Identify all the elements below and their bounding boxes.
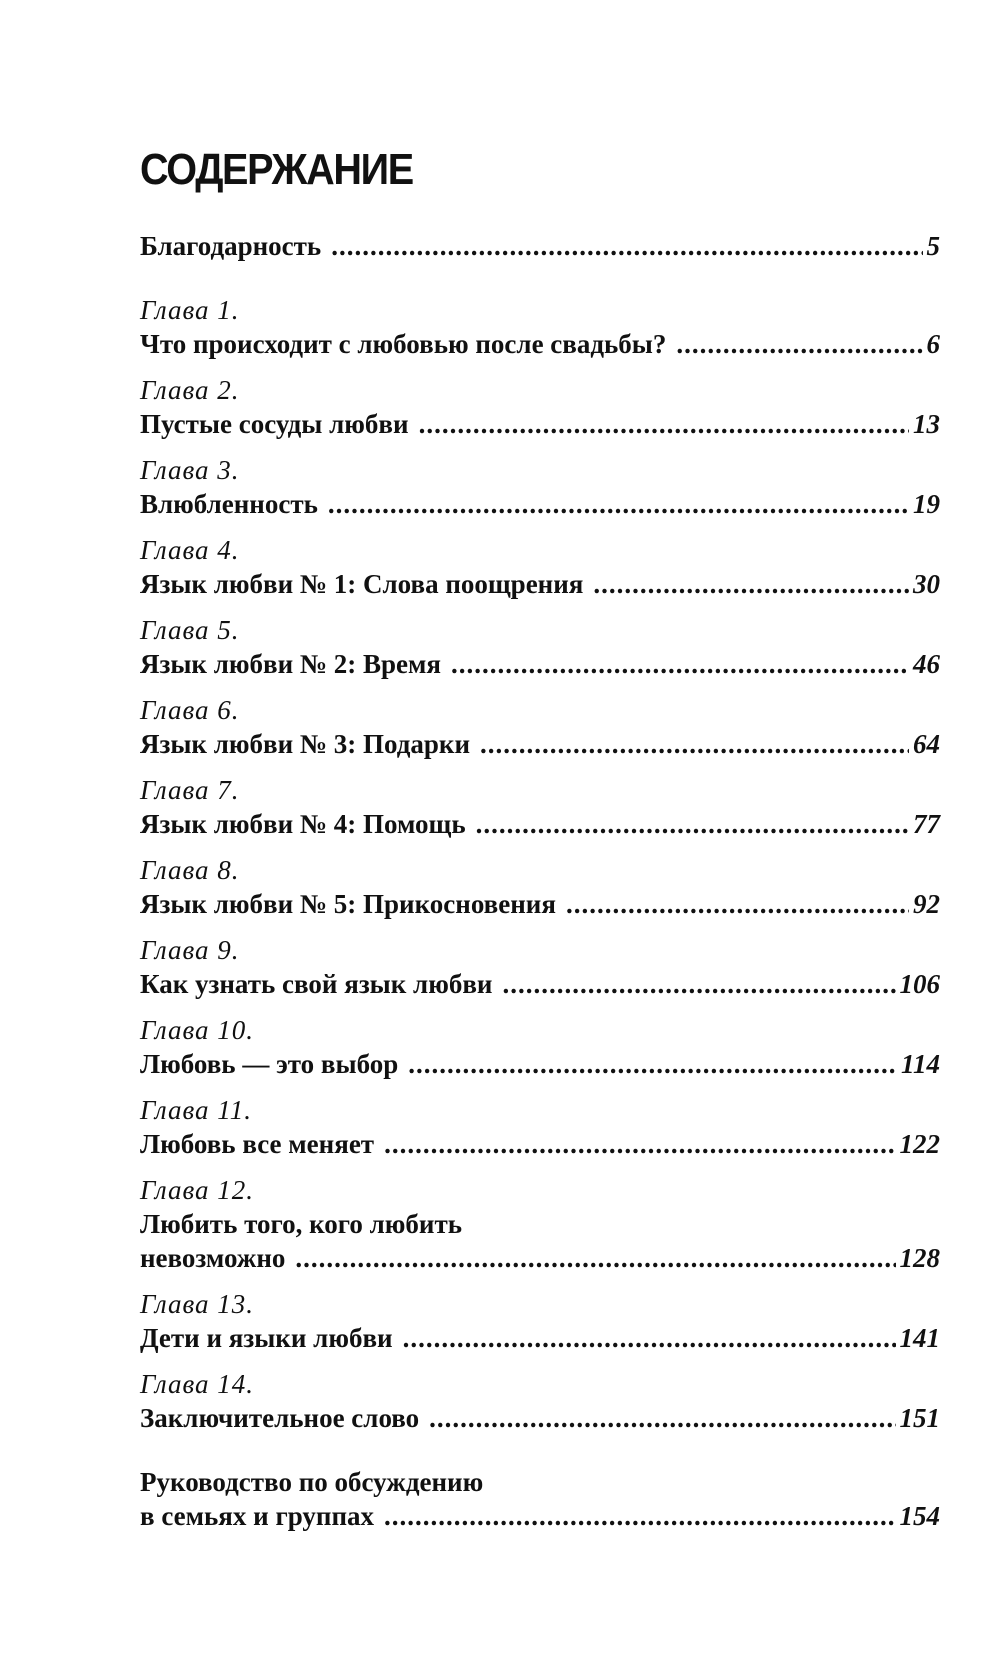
toc-row-chapter-10[interactable] bbox=[140, 1047, 940, 1081]
toc-row-chapter-3[interactable] bbox=[140, 487, 940, 521]
dot-leader bbox=[566, 887, 909, 921]
toc-page-number: 13 bbox=[913, 409, 940, 439]
dot-leader bbox=[451, 647, 909, 681]
toc-row-chapter-4[interactable] bbox=[140, 567, 940, 601]
dot-leader bbox=[403, 1321, 896, 1355]
toc-page-number: 46 bbox=[913, 649, 940, 679]
chapter-label: Глава 6. bbox=[140, 695, 240, 725]
chapter-label: Глава 9. bbox=[140, 935, 240, 965]
toc-entry-title: Благодарность bbox=[140, 231, 322, 261]
toc-entry-title-line1: Руководство по обсуждению bbox=[140, 1467, 484, 1497]
toc-page-number: 5 bbox=[926, 231, 940, 261]
toc-page-number: 77 bbox=[913, 809, 940, 839]
toc-row-chapter-7[interactable] bbox=[140, 807, 940, 841]
toc-row-acknowledgements[interactable] bbox=[140, 229, 940, 263]
toc-row-chapter-13[interactable] bbox=[140, 1321, 940, 1355]
toc-page-number: 106 bbox=[899, 969, 940, 999]
toc-row-chapter-2[interactable] bbox=[140, 407, 940, 441]
chapter-label: Глава 13. bbox=[140, 1289, 255, 1319]
dot-leader bbox=[419, 407, 909, 441]
chapter-label: Глава 1. bbox=[140, 295, 240, 325]
toc-page-number: 19 bbox=[913, 489, 940, 519]
toc-entry-title: Что происходит с любовью после свадьбы? bbox=[140, 329, 667, 359]
toc-entry-title-line1: Любить того, кого любить bbox=[140, 1209, 463, 1239]
chapter-label: Глава 10. bbox=[140, 1015, 255, 1045]
dot-leader bbox=[429, 1401, 895, 1435]
page-title: СОДЕРЖАНИЕ bbox=[140, 145, 413, 194]
chapter-label: Глава 11. bbox=[140, 1095, 253, 1125]
dot-leader bbox=[408, 1047, 897, 1081]
toc-entry-title: Любовь — это выбор bbox=[140, 1049, 399, 1079]
chapter-label: Глава 3. bbox=[140, 455, 240, 485]
toc-entry-title: Язык любви № 4: Помощь bbox=[140, 809, 466, 839]
dot-leader bbox=[593, 567, 909, 601]
chapter-label: Глава 14. bbox=[140, 1369, 255, 1399]
toc-page-number: 92 bbox=[913, 889, 940, 919]
toc-page-number: 154 bbox=[899, 1501, 940, 1531]
dot-leader bbox=[502, 967, 895, 1001]
toc-row-discussion-guide[interactable] bbox=[140, 1499, 940, 1533]
toc-page-number: 122 bbox=[899, 1129, 940, 1159]
toc-entry-title: Любовь все меняет bbox=[140, 1129, 375, 1159]
toc-row-chapter-5[interactable] bbox=[140, 647, 940, 681]
chapter-label: Глава 2. bbox=[140, 375, 240, 405]
toc-page-number: 30 bbox=[913, 569, 940, 599]
toc-entry-title: невозможно bbox=[140, 1243, 286, 1273]
toc-entry-title: Язык любви № 2: Время bbox=[140, 649, 442, 679]
toc-page-number: 6 bbox=[926, 329, 940, 359]
toc-entry-title: Язык любви № 3: Подарки bbox=[140, 729, 471, 759]
toc-row-chapter-9[interactable] bbox=[140, 967, 940, 1001]
toc-entry-title: Дети и языки любви bbox=[140, 1323, 393, 1353]
toc-page-number: 141 bbox=[899, 1323, 940, 1353]
toc-entry-title: Заключительное слово bbox=[140, 1403, 420, 1433]
toc-entry-title: Язык любви № 5: Прикосновения bbox=[140, 889, 556, 919]
dot-leader bbox=[295, 1241, 895, 1275]
dot-leader bbox=[328, 487, 909, 521]
toc-page-number: 64 bbox=[913, 729, 940, 759]
toc-page-number: 114 bbox=[900, 1049, 940, 1079]
dot-leader bbox=[384, 1127, 895, 1161]
chapter-label: Глава 4. bbox=[140, 535, 240, 565]
toc-entry-title: Язык любви № 1: Слова поощрения bbox=[140, 569, 584, 599]
toc-row-chapter-6[interactable] bbox=[140, 727, 940, 761]
dot-leader bbox=[331, 229, 922, 263]
toc-row-chapter-8[interactable] bbox=[140, 887, 940, 921]
chapter-label: Глава 12. bbox=[140, 1175, 255, 1205]
table-of-contents bbox=[140, 229, 940, 1533]
toc-row-chapter-11[interactable] bbox=[140, 1127, 940, 1161]
toc-entry-title: Как узнать свой язык любви bbox=[140, 969, 493, 999]
chapter-label: Глава 7. bbox=[140, 775, 240, 805]
chapter-label: Глава 5. bbox=[140, 615, 240, 645]
toc-row-chapter-12[interactable] bbox=[140, 1241, 940, 1275]
toc-entry-title: в семьях и группах bbox=[140, 1501, 374, 1531]
toc-page-number: 128 bbox=[899, 1243, 940, 1273]
dot-leader bbox=[676, 327, 922, 361]
toc-page-number: 151 bbox=[899, 1403, 940, 1433]
toc-entry-title: Пустые сосуды любви bbox=[140, 409, 409, 439]
toc-row-chapter-14[interactable] bbox=[140, 1401, 940, 1435]
dot-leader bbox=[476, 807, 909, 841]
dot-leader bbox=[480, 727, 909, 761]
chapter-label: Глава 8. bbox=[140, 855, 240, 885]
toc-row-chapter-1[interactable] bbox=[140, 327, 940, 361]
toc-entry-title: Влюбленность bbox=[140, 489, 318, 519]
dot-leader bbox=[384, 1499, 896, 1533]
